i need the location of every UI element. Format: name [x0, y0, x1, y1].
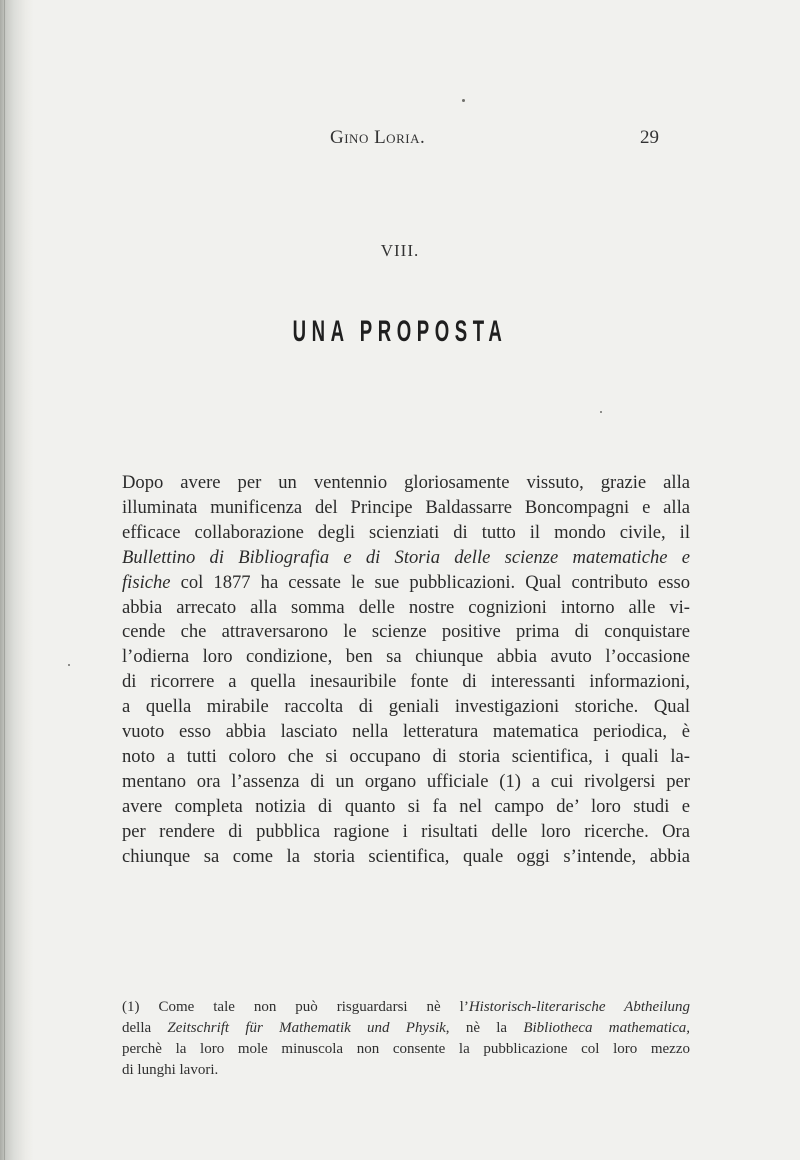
- body-line: avere completa notizia di quanto si fa nel campo de’ loro studi e: [122, 795, 690, 817]
- body-line: [122, 546, 690, 571]
- paper-speck: [68, 664, 70, 666]
- body-line: abbia arrecato alla somma delle nostre cognizioni intorno alle vi-: [122, 596, 690, 618]
- footnote-line: [122, 997, 690, 1018]
- body-line: [122, 571, 690, 596]
- body-line: mentano ora l’assenza di un organo ufficiale (1) a cui rivolgersi per: [122, 770, 690, 792]
- journal-title-end: fisiche: [122, 571, 171, 593]
- body-line: cende che attraversarono le scienze positive prima di conquistare: [122, 621, 690, 643]
- footnote-title: Historisch-literarische Abtheilung: [468, 999, 690, 1015]
- footnote-text: (1) Come tale non può risguardarsi nè l’: [122, 999, 469, 1015]
- body-line: Dopo avere per un ventennio gloriosamente vissuto, grazie alla: [122, 472, 690, 493]
- page-number: 29: [640, 127, 659, 148]
- footnote: [122, 997, 690, 1081]
- footnote-text: , nè la: [445, 1020, 524, 1036]
- paper-speck: [600, 411, 602, 413]
- body-line: vuoto esso abbia lasciato nella letteratura matematica periodica, è: [122, 721, 690, 743]
- footnote-title: Bibliotheca mathematica,: [523, 1020, 690, 1036]
- body-line: illuminata munificenza del Principe Baldassarre Boncompagni e alla: [122, 496, 690, 518]
- running-head-author: Gino Loria.: [330, 127, 426, 148]
- paper-speck: [462, 99, 465, 102]
- body-line: efficace collaborazione degli scienziati di tutto il mondo civile, il: [122, 521, 690, 543]
- footnote-text: della: [122, 1020, 168, 1036]
- body-line: a quella mirabile raccolta di geniali investigazioni storiche. Qual: [122, 696, 690, 718]
- footnote-title: Zeitschrift für Mathematik und Physik: [167, 1020, 446, 1036]
- body-line: chiunque sa come la storia scientifica, quale oggi s’intende, abbia: [122, 845, 690, 867]
- chapter-title: UNA PROPOSTA: [292, 315, 508, 348]
- chapter-number: VIII.: [380, 241, 420, 260]
- footnote-line: perchè la loro mole minuscola non consente la pubblicazione col loro mezzo: [122, 1041, 690, 1057]
- body-line: l’odierna loro condizione, ben sa chiunque abbia avuto l’occasione: [122, 646, 690, 668]
- body-paragraph: [122, 471, 690, 870]
- body-line-text: col 1877 ha cessate le sue pubblicazioni. Qual contributo esso: [170, 571, 690, 593]
- journal-title-line: Bullettino di Bibliografia e di Storia delle scienze matematiche e: [122, 546, 690, 568]
- binding-edge: [4, 0, 5, 1160]
- footnote-line: [122, 1018, 690, 1039]
- body-line: noto a tutti coloro che si occupano di storia scientifica, i quali la-: [122, 745, 690, 767]
- binding-shadow: [0, 0, 34, 1160]
- running-head: [0, 127, 800, 155]
- body-line: di ricorrere a quella inesauribile fonte di interessanti informazioni,: [122, 671, 690, 693]
- body-line: per rendere di pubblica ragione i risultati delle loro ricerche. Ora: [122, 820, 690, 842]
- footnote-line: di lunghi lavori.: [122, 1062, 219, 1078]
